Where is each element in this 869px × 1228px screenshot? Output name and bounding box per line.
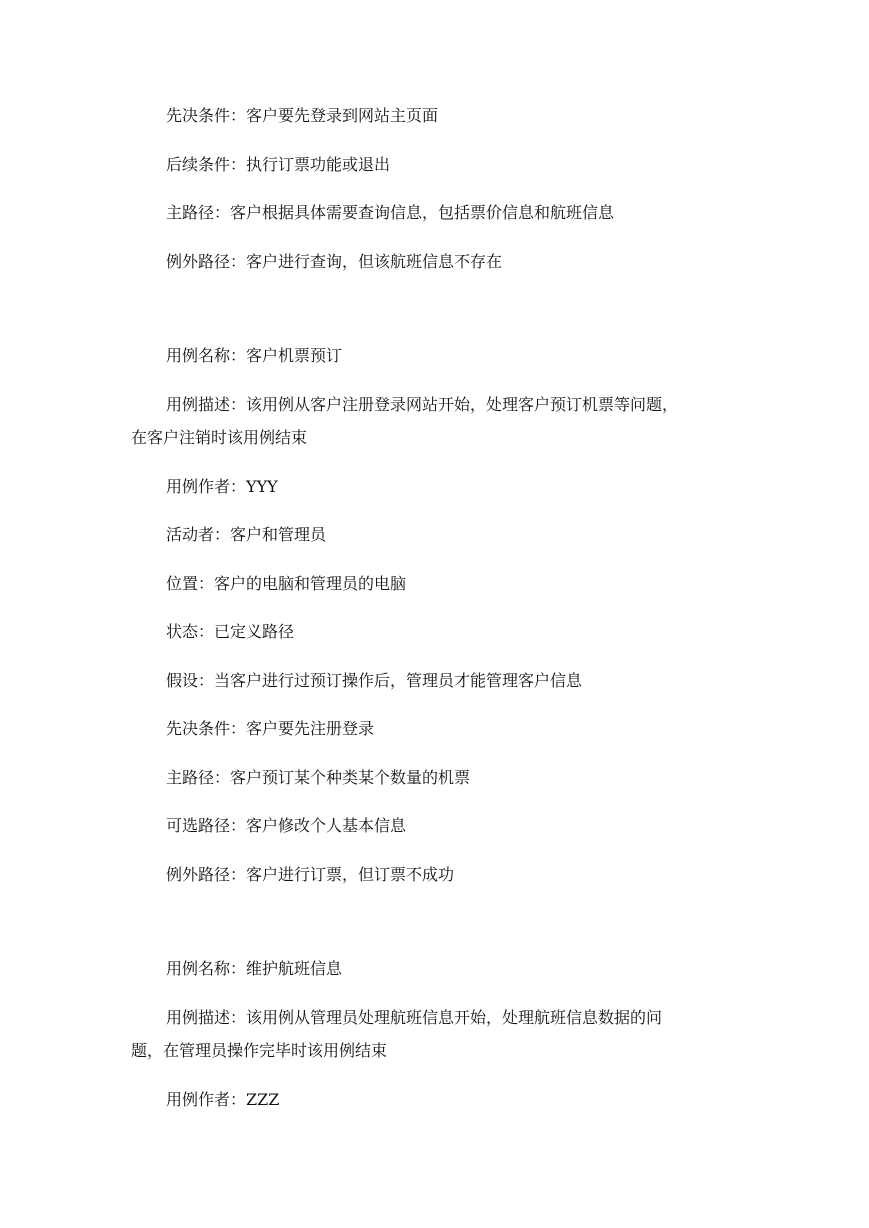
assumption-text: 假设：当客户进行过预订操作后，管理员才能管理客户信息 [166,671,583,690]
use-case-description-line1: 用例描述：该用例从客户注册登录网站开始，处理客户预订机票等问题， [166,395,679,414]
use-case-name-text: 用例名称：维护航班信息 [166,959,343,978]
precondition-text: 先决条件：客户要先注册登录 [166,719,375,738]
location-text: 位置：客户的电脑和管理员的电脑 [166,574,407,593]
use-case-description-line2: 在客户注销时该用例结束 [131,428,308,447]
actors-text: 活动者：客户和管理员 [166,525,327,544]
use-case-name-text: 用例名称：客户机票预订 [166,346,343,365]
alternative-path-text: 可选路径：客户修改个人基本信息 [166,816,407,835]
use-case-description-line1: 用例描述：该用例从管理员处理航班信息开始，处理航班信息数据的问 [166,1008,663,1027]
use-case-author-text: 用例作者：ZZZ [166,1090,280,1109]
main-path-text: 主路径：客户根据具体需要查询信息，包括票价信息和航班信息 [166,203,615,222]
use-case-description-line2: 题，在管理员操作完毕时该用例结束 [131,1041,388,1060]
postcondition-text: 后续条件：执行订票功能或退出 [166,155,391,174]
precondition-text: 先决条件：客户要先登录到网站主页面 [166,106,439,125]
main-path-text: 主路径：客户预订某个种类某个数量的机票 [166,768,471,787]
use-case-author-text: 用例作者：YYY [166,477,278,496]
exception-path-text: 例外路径：客户进行查询，但该航班信息不存在 [166,252,503,271]
status-text: 状态：已定义路径 [166,622,295,641]
exception-path-text: 例外路径：客户进行订票，但订票不成功 [166,865,455,884]
